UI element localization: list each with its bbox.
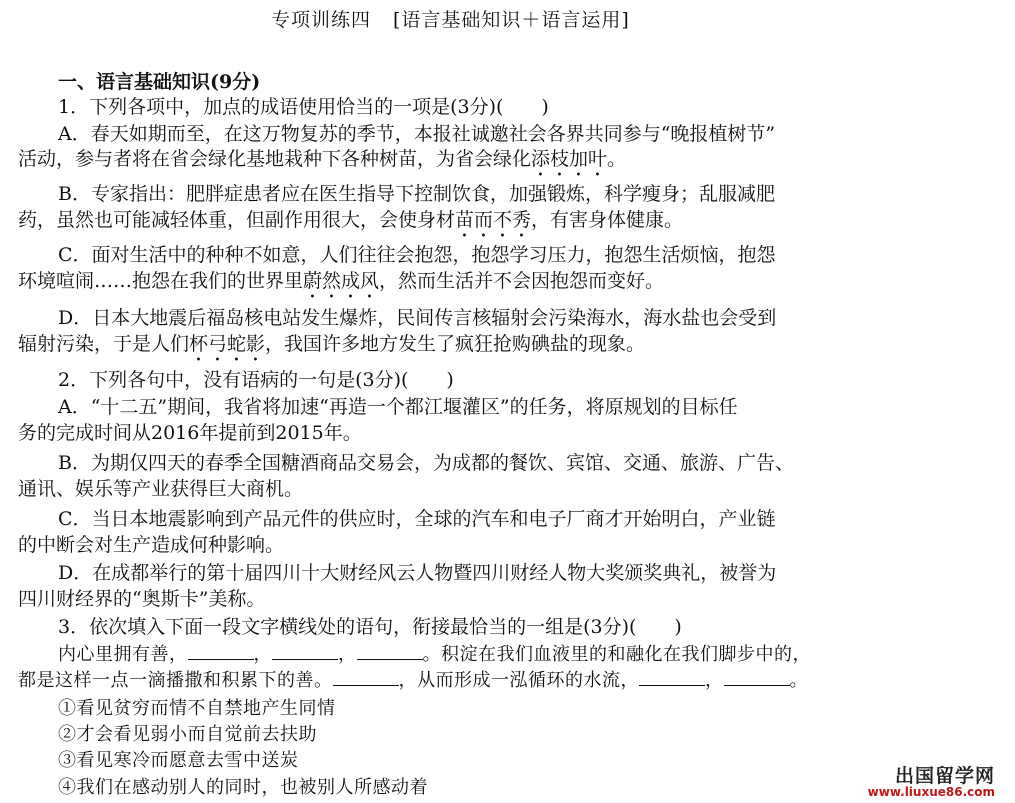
q1-a-dotted-idiom: 添枝加叶 [531,148,608,170]
page-title [271,8,630,32]
q1-d-text: 辐射污染，于是人们 [18,333,190,355]
q3-option-1: ①看见贫穷而情不自禁地产生同情 [58,698,336,719]
q1-option-b-line1: B．专家指出：肥胖症患者应在医生指导下控制饮食，加强锻炼，科学瘦身；乱服减肥 [58,183,775,205]
blank-2 [272,643,338,660]
title-main: 专项训练四 [271,9,372,31]
q1-a-text: 活动，参与者将在省会绿化基地栽种下各种树苗，为省会绿化 [18,148,532,170]
watermark-url: www.liuxue86.com [867,785,995,799]
q1-a-end: 。 [607,148,627,170]
watermark-name: 出国留学网 [894,765,995,787]
q3-stem: 3．依次填入下面一段文字横线处的语句，衔接最恰当的一组是(3分)( ) [58,616,682,638]
q2-option-a-line1: A．“十二五”期间，我省将加速“再造一个都江堰灌区”的任务，将原规划的目标任 [58,396,738,418]
q3-p2-mid: ，从而形成一泓循环的水流， [398,670,639,691]
q3-option-3: ③看见寒冷而愿意去雪中送炭 [58,750,299,771]
blank-3 [357,643,423,660]
blank-4 [333,669,399,686]
q1-b-dotted-idiom: 苗而不秀 [455,209,532,231]
q3-p1-end: 。积淀在我们血液里的和融化在我们脚步中的， [422,644,811,665]
q3-passage-line2: 都是这样一点一滴播撒和积累下的善。 ，从而形成一泓循环的水流， ， 。 [18,670,808,691]
q1-option-a-line1: A．春天如期而至，在这万物复苏的季节，本报社诚邀社会各界共同参与“晚报植树节” [58,123,776,145]
q1-stem: 1．下列各项中，加点的成语使用恰当的一项是(3分)( ) [58,96,549,118]
q1-c-text: 环境喧闹……抱怨在我们的世界里 [18,270,304,292]
q1-d-end: ，我国许多地方发生了疯狂抢购碘盐的现象。 [265,333,646,355]
q1-option-c-line2 [18,269,664,303]
q1-d-dotted-idiom: 杯弓蛇影 [189,333,266,355]
q3-passage-line1: 内心里拥有善， ， ， 。积淀在我们血液里的和融化在我们脚步中的， [58,644,811,665]
site-watermark [867,765,995,800]
q1-option-d-line1: D．日本大地震后福岛核电站发生爆炸，民间传言核辐射会污染海水，海水盐也会受到 [58,307,777,329]
q2-option-d-line2: 四川财经界的“奥斯卡”美称。 [18,588,266,610]
q1-b-text: 药，虽然也可能减轻体重，但副作用很大，会使身材 [18,209,456,231]
q1-option-d-line2 [18,332,645,366]
section-heading: 一、语言基础知识(9分) [58,71,261,93]
blank-5 [639,669,705,686]
q1-b-end: ，有害身体健康。 [531,209,684,231]
q2-option-b-line1: B．为期仅四天的春季全国糖酒商品交易会，为成都的餐饮、宾馆、交通、旅游、广告、 [58,452,794,474]
q1-option-a-line2 [18,147,626,181]
q3-option-2: ②才会看见弱小而自觉前去扶助 [58,724,317,745]
q1-c-dotted-idiom: 蔚然成风 [303,270,380,292]
q2-stem: 2．下列各句中，没有语病的一句是(3分)( ) [58,369,454,391]
blank-6 [724,669,790,686]
q3-p1-start: 内心里拥有善， [58,644,188,665]
blank-1 [188,643,254,660]
q3-p2-start: 都是这样一点一滴播撒和积累下的善。 [18,670,333,691]
q1-c-end: ，然而生活并不会因抱怨而变好。 [379,270,665,292]
q2-option-d-line1: D．在成都举行的第十届四川十大财经风云人物暨四川财经人物大奖颁奖典礼，被誉为 [58,562,777,584]
title-sub: [语言基础知识＋语言运用] [393,9,630,31]
q2-option-c-line2: 的中断会对生产造成何种影响。 [18,534,285,556]
q2-option-c-line1: C．当日本地震影响到产品元件的供应时，全球的汽车和电子厂商才开始明白，产业链 [58,508,776,530]
q2-option-a-line2: 务的完成时间从2016年提前到2015年。 [18,422,362,444]
q2-option-b-line2: 通讯、娱乐等产业获得巨大商机。 [18,478,304,500]
q1-option-c-line1: C．面对生活中的种种不如意，人们往往会抱怨，抱怨学习压力，抱怨生活烦恼，抱怨 [58,244,776,266]
q3-option-4: ④我们在感动别人的同时，也被别人所感动着 [58,777,428,798]
q1-option-b-line2 [18,208,683,242]
